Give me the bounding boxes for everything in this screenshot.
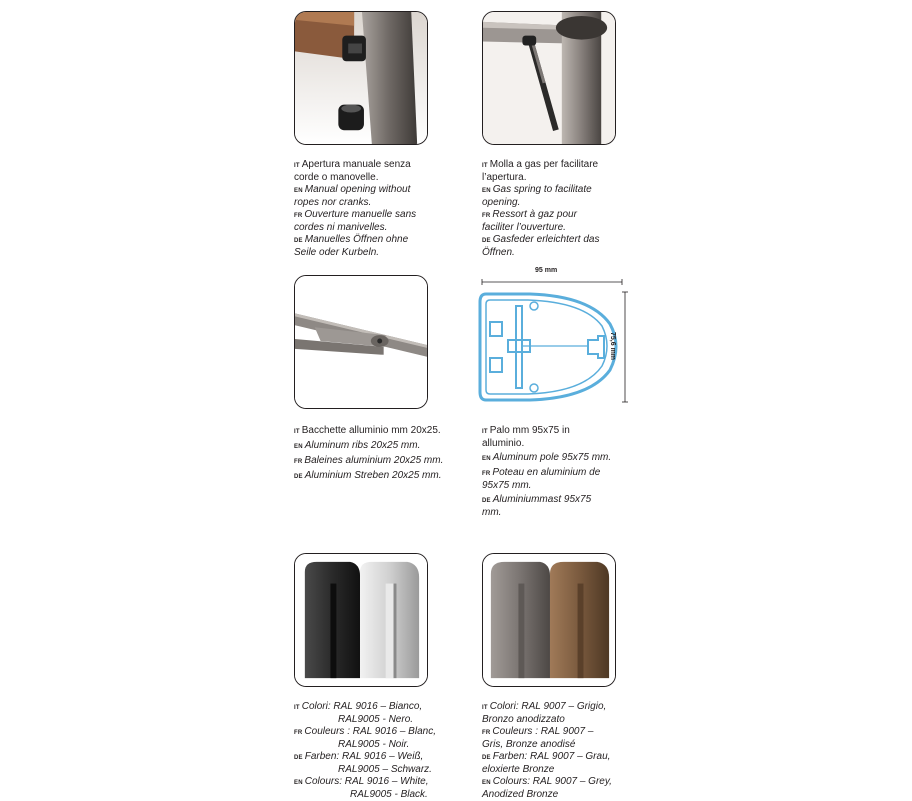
- lang-tag-fr: FR: [482, 730, 491, 736]
- lang-tag-de: DE: [482, 238, 491, 244]
- caption-it-line-1: Apertura manuale senza: [301, 159, 411, 170]
- colors-white-black-caption: [294, 701, 436, 801]
- lang-tag-fr: FR: [294, 730, 303, 736]
- manual-opening-photo: [294, 11, 428, 145]
- caption-en-line-1: Manual opening without: [304, 184, 411, 195]
- caption-de-line-2: eloxierte Bronze: [482, 764, 555, 775]
- caption-de-line-2: Seile oder Kurbeln.: [294, 247, 380, 258]
- caption-de-line-1: Manuelles Öffnen ohne: [304, 234, 409, 245]
- lang-tag-en: EN: [294, 188, 303, 194]
- lang-tag-de: DE: [482, 498, 491, 504]
- caption-de-line-2: RAL9005 – Schwarz.: [338, 764, 432, 775]
- lang-tag-it: IT: [482, 163, 488, 169]
- white-black-profiles-illustration: [295, 554, 427, 686]
- caption-it-line-2: RAL9005 - Nero.: [338, 714, 414, 725]
- pole-profile-svg: [470, 262, 645, 412]
- caption-fr-line-2: RAL9005 - Noir.: [338, 739, 410, 750]
- caption-fr-line-2: Gris, Bronze anodisé: [482, 739, 576, 750]
- caption-en-line-2: Anodized Bronze: [482, 789, 559, 800]
- caption-it-line-1: Palo mm 95x75 in: [489, 425, 570, 436]
- caption-fr-line-1: Baleines aluminium 20x25 mm.: [304, 455, 444, 466]
- caption-it-line-1: Molla a gas per facilitare: [489, 159, 599, 170]
- caption-fr-line-1: Couleurs : RAL 9007 –: [492, 726, 594, 737]
- caption-en-line-1: Gas spring to facilitate: [492, 184, 592, 195]
- caption-en-line-1: Aluminum ribs 20x25 mm.: [304, 440, 421, 451]
- pole-profile-drawing: [470, 262, 645, 412]
- colors-grey-bronze-photo: [482, 553, 616, 687]
- pole-width-label: 95 mm: [535, 267, 558, 274]
- caption-de-line-1: Aluminiummast 95x75: [492, 494, 592, 505]
- caption-it-line-2: l’apertura.: [482, 172, 527, 183]
- caption-it-line-1: Colori: RAL 9016 – Bianco,: [301, 701, 423, 712]
- lang-tag-fr: FR: [482, 213, 491, 219]
- caption-de-line-1: Gasfeder erleichtert das: [492, 234, 600, 245]
- lang-tag-de: DE: [482, 755, 491, 761]
- gas-spring-illustration: [483, 12, 615, 144]
- lang-tag-en: EN: [482, 456, 491, 462]
- caption-fr-line-2: 95x75 mm.: [482, 480, 532, 491]
- lang-tag-it: IT: [482, 429, 488, 435]
- caption-en-line-2: RAL9005 - Black.: [350, 789, 428, 800]
- lang-tag-fr: FR: [294, 459, 303, 465]
- caption-de-line-1: Aluminium Streben 20x25 mm.: [304, 470, 442, 481]
- manual-opening-caption: [294, 159, 416, 259]
- lang-tag-it: IT: [294, 163, 300, 169]
- gas-spring-photo: [482, 11, 616, 145]
- lang-tag-en: EN: [294, 444, 303, 450]
- caption-fr-line-1: Couleurs : RAL 9016 – Blanc,: [304, 726, 436, 737]
- caption-de-line-2: Öffnen.: [482, 247, 515, 258]
- caption-en-line-2: ropes nor cranks.: [294, 197, 372, 208]
- lang-tag-fr: FR: [294, 213, 303, 219]
- caption-de-line-2: mm.: [482, 507, 502, 518]
- grey-bronze-profiles-illustration: [483, 554, 615, 686]
- lang-tag-de: DE: [294, 238, 303, 244]
- pole-caption: [482, 425, 611, 519]
- manual-opening-illustration: [295, 12, 427, 144]
- caption-en-line-1: Aluminum pole 95x75 mm.: [492, 452, 612, 463]
- caption-de-line-1: Farben: RAL 9007 – Grau,: [492, 751, 611, 762]
- gas-spring-caption: [482, 159, 599, 259]
- caption-it-line-2: corde o manovelle.: [294, 172, 379, 183]
- lang-tag-en: EN: [482, 188, 491, 194]
- colors-grey-bronze-caption: [482, 701, 612, 801]
- caption-en-line-1: Colours: RAL 9016 – White,: [304, 776, 429, 787]
- caption-it-line-2: alluminio.: [482, 438, 525, 449]
- lang-tag-it: IT: [482, 705, 488, 711]
- colors-white-black-photo: [294, 553, 428, 687]
- ribs-illustration: [295, 276, 427, 408]
- caption-it-line-1: Bacchette alluminio mm 20x25.: [301, 425, 441, 436]
- lang-tag-en: EN: [294, 780, 303, 786]
- lang-tag-it: IT: [294, 705, 300, 711]
- caption-en-line-1: Colours: RAL 9007 – Grey,: [492, 776, 612, 787]
- pole-height-label: 75,6 mm: [609, 332, 616, 361]
- ribs-caption: [294, 425, 443, 483]
- caption-fr-line-1: Ouverture manuelle sans: [304, 209, 417, 220]
- caption-fr-line-2: faciliter l’ouverture.: [482, 222, 566, 233]
- caption-fr-line-1: Ressort à gaz pour: [492, 209, 577, 220]
- caption-fr-line-1: Poteau en aluminium de: [492, 467, 601, 478]
- caption-it-line-2: Bronzo anodizzato: [482, 714, 565, 725]
- caption-it-line-1: Colori: RAL 9007 – Grigio,: [489, 701, 607, 712]
- lang-tag-en: EN: [482, 780, 491, 786]
- caption-de-line-1: Farben: RAL 9016 – Weiß,: [304, 751, 424, 762]
- ribs-photo: [294, 275, 428, 409]
- lang-tag-de: DE: [294, 474, 303, 480]
- caption-fr-line-2: cordes ni manivelles.: [294, 222, 388, 233]
- lang-tag-it: IT: [294, 429, 300, 435]
- lang-tag-fr: FR: [482, 471, 491, 477]
- lang-tag-de: DE: [294, 755, 303, 761]
- caption-en-line-2: opening.: [482, 197, 521, 208]
